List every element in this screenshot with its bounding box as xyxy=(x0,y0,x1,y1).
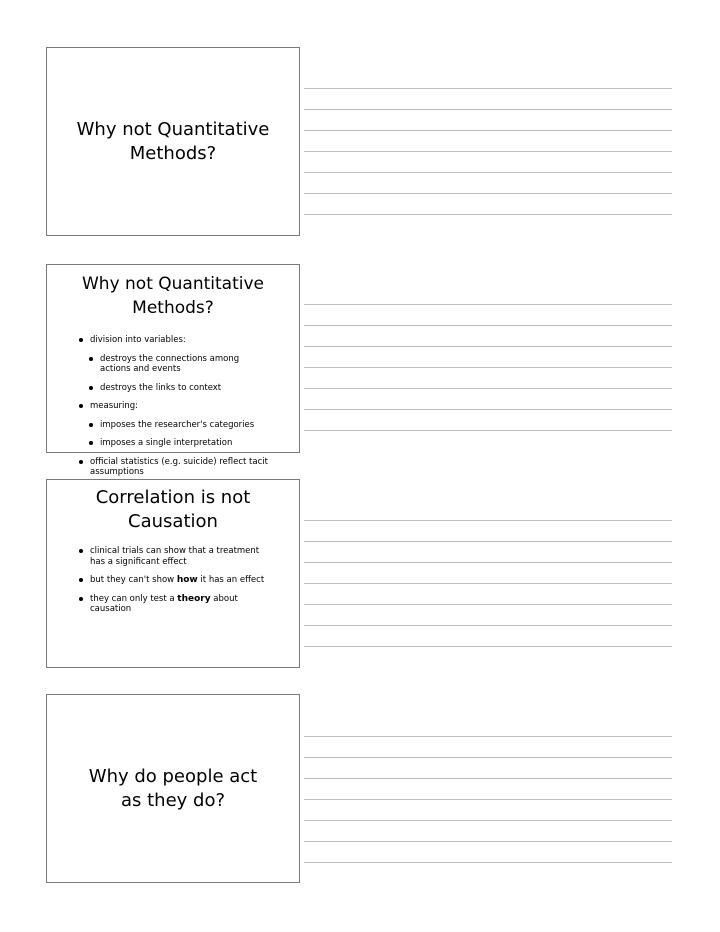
bullet-item: official statistics (e.g. suicide) reflect tacit assumptions xyxy=(47,457,299,478)
bullet-bold-text: theory xyxy=(177,593,211,604)
note-line xyxy=(304,841,672,842)
bullet-item: division into variables: xyxy=(47,335,299,346)
slide-3-title: Correlation is not Causation xyxy=(95,487,251,532)
bullet-item: imposes a single interpretation xyxy=(47,438,299,449)
note-line xyxy=(304,778,672,779)
slide-4-title: Why do people act as they do? xyxy=(88,765,258,811)
note-line xyxy=(304,604,672,605)
slide-3 xyxy=(46,479,300,668)
note-line xyxy=(304,304,672,305)
note-line xyxy=(304,736,672,737)
note-line xyxy=(304,562,672,563)
bullet-item: measuring: xyxy=(47,401,299,412)
slide-2-bullet-list xyxy=(47,335,299,478)
note-line xyxy=(304,130,672,131)
bullet-item xyxy=(47,594,299,615)
bullet-text: but they can't show xyxy=(90,575,177,585)
note-line xyxy=(304,193,672,194)
bullet-text: they can only test a xyxy=(90,593,178,604)
slide-3-bullet-list xyxy=(47,546,299,615)
note-line xyxy=(304,757,672,758)
note-line xyxy=(304,367,672,368)
slide-2-title: Why not Quantitative Methods? xyxy=(81,274,265,318)
bullet-bold-text: how xyxy=(176,575,198,585)
slide-4 xyxy=(46,694,300,883)
slide-1 xyxy=(46,47,300,236)
note-line xyxy=(304,520,672,521)
note-line xyxy=(304,646,672,647)
note-line xyxy=(304,799,672,800)
note-line xyxy=(304,541,672,542)
bullet-item: clinical trials can show that a treatment has a significant effect xyxy=(47,546,299,567)
note-line xyxy=(304,862,672,863)
note-line xyxy=(304,409,672,410)
note-line xyxy=(304,430,672,431)
bullet-item: imposes the researcher's categories xyxy=(47,420,299,431)
bullet-text: about causation xyxy=(90,593,238,614)
note-line xyxy=(304,346,672,347)
bullet-item xyxy=(47,575,299,586)
bullet-item: destroys the links to context xyxy=(47,383,299,394)
bullet-item: destroys the connections among actions and events xyxy=(47,354,299,375)
slide-1-title: Why not Quantitative Methods? xyxy=(76,118,270,164)
note-line xyxy=(304,214,672,215)
note-line xyxy=(304,151,672,152)
note-line xyxy=(304,583,672,584)
note-line xyxy=(304,109,672,110)
note-line xyxy=(304,88,672,89)
bullet-text: it has an effect xyxy=(197,575,265,585)
note-line xyxy=(304,388,672,389)
note-line xyxy=(304,172,672,173)
note-line xyxy=(304,820,672,821)
slide-2 xyxy=(46,264,300,477)
note-line xyxy=(304,325,672,326)
note-line xyxy=(304,625,672,626)
